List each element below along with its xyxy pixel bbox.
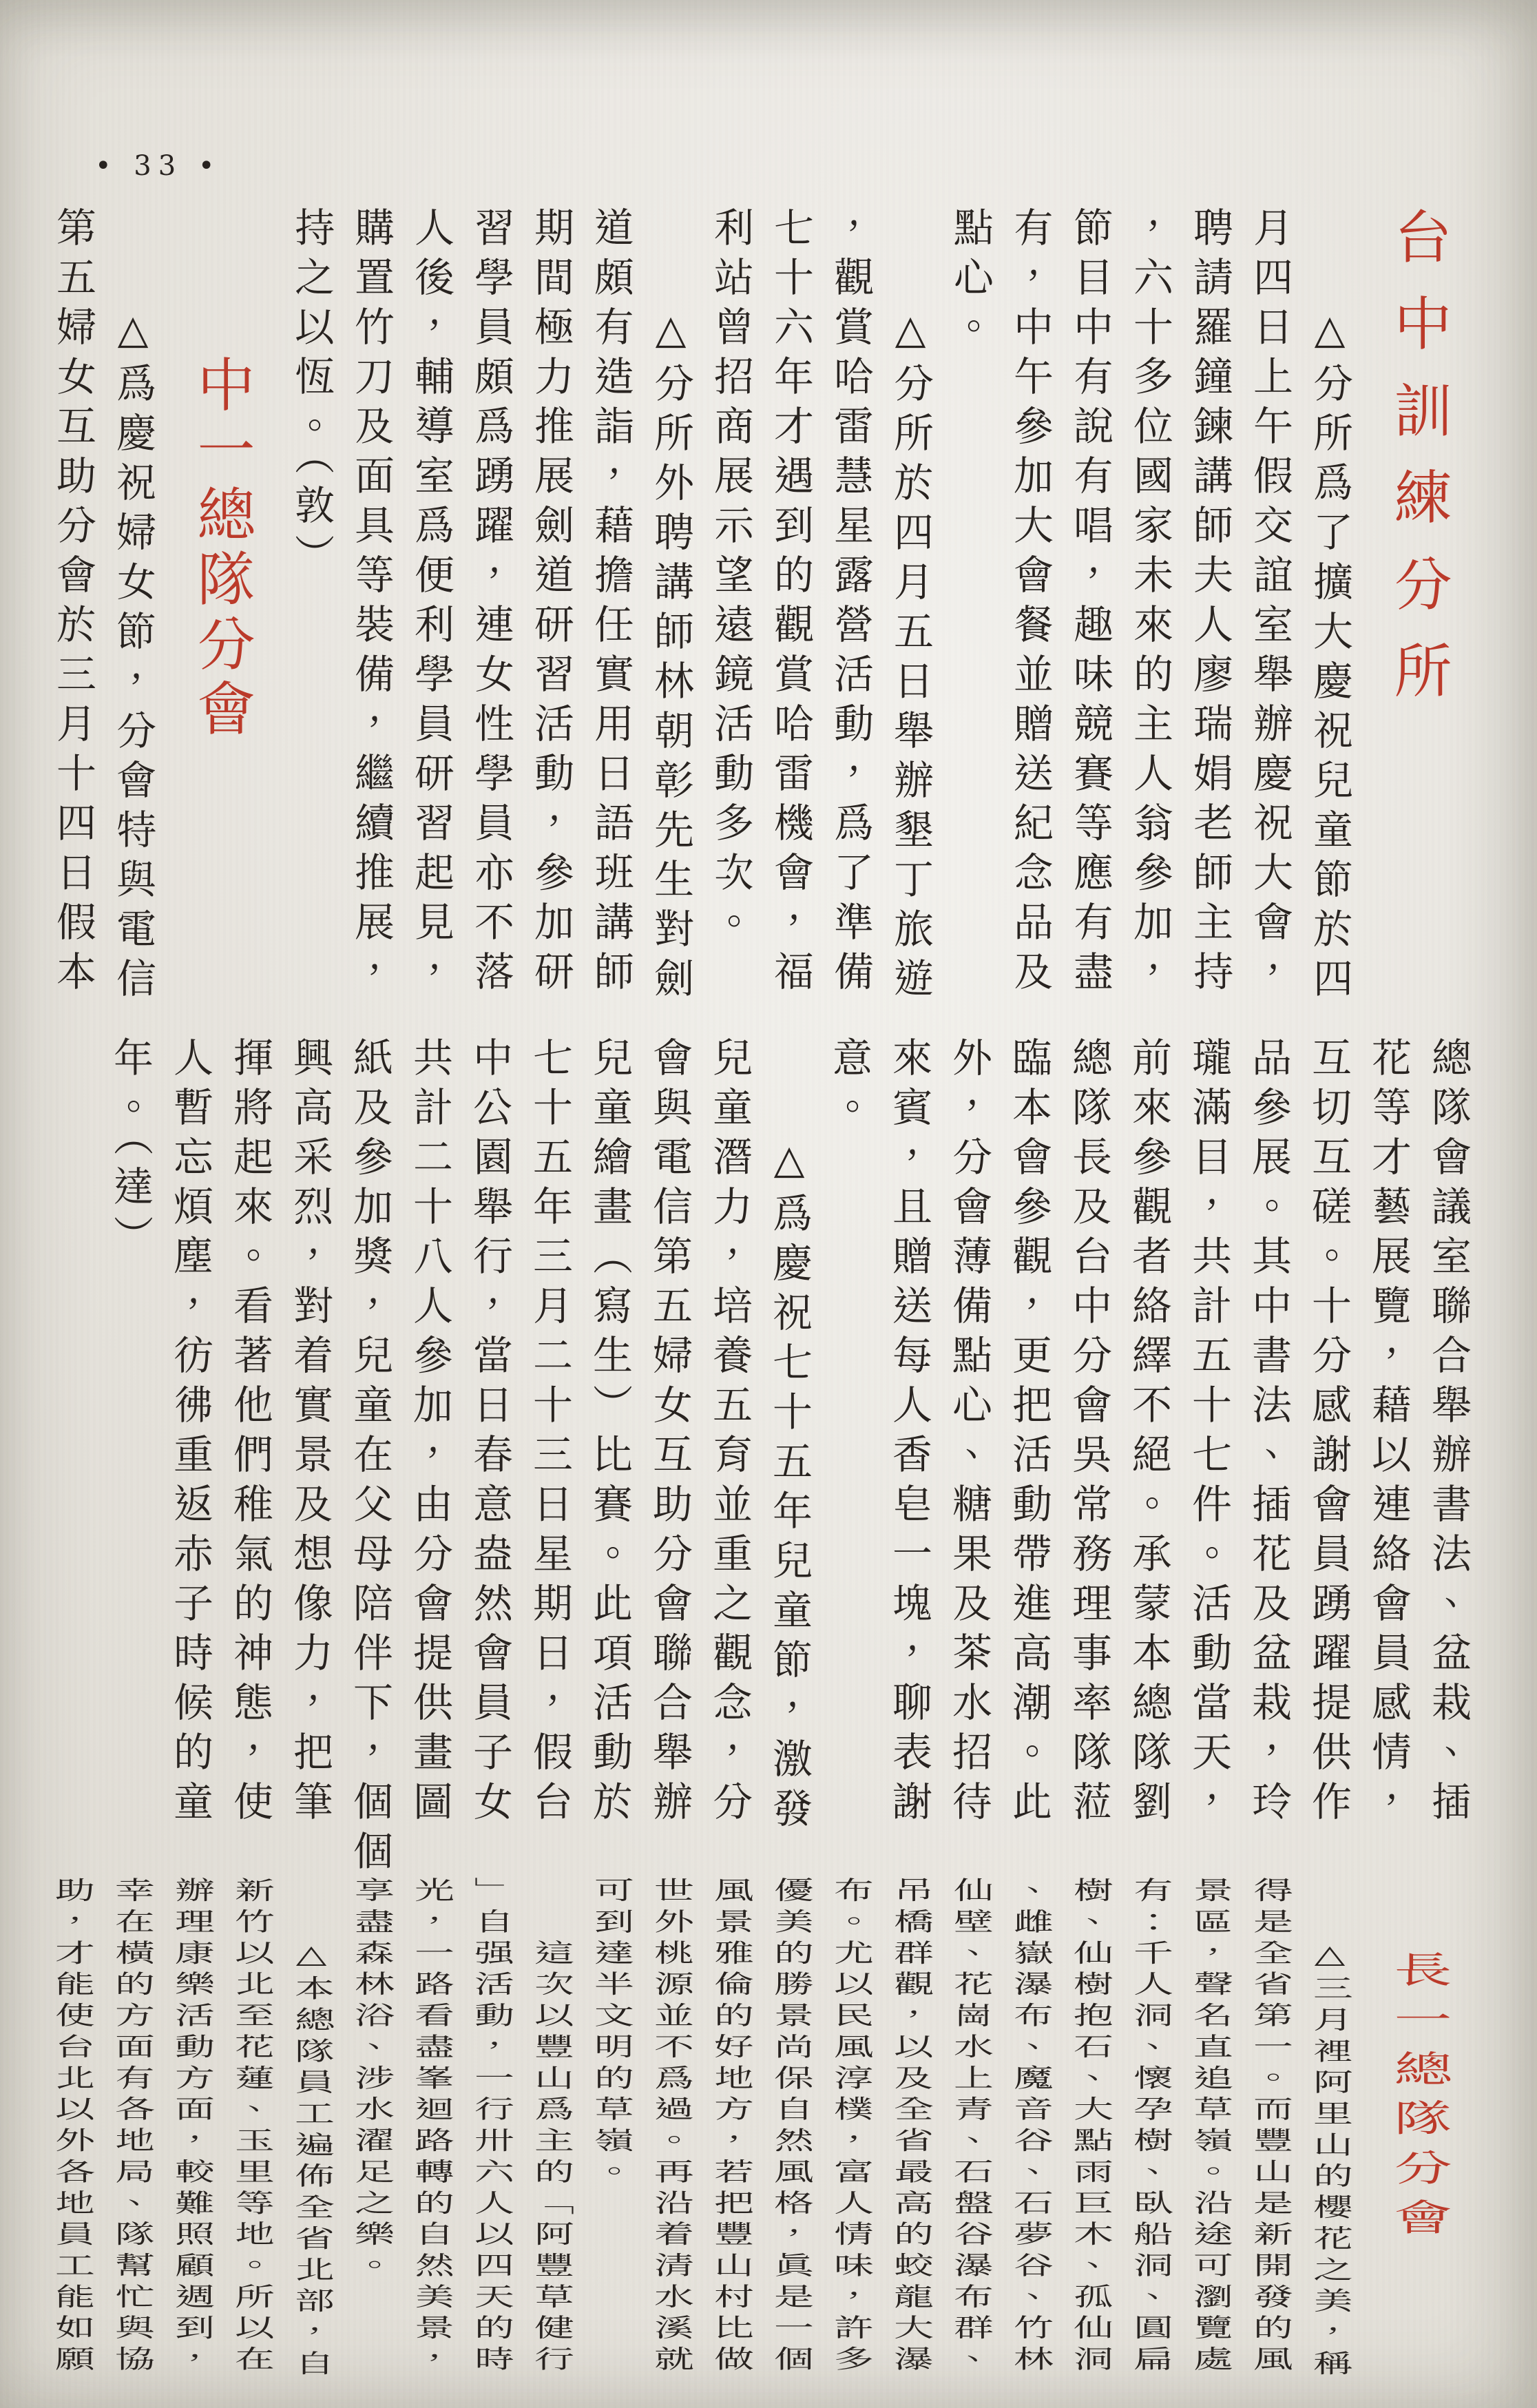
text-column: 世外桃源並不爲過。再沿着清水溪就 [647,1877,694,2377]
text-column: △分所於四月五日舉辦墾丁旅遊 [887,306,934,1007]
text-band-middle [100,1037,1478,1880]
text-column: 共計二十八人參加，由分會提供畫圖 [406,1037,453,1830]
text-column: 點心。 [947,207,994,355]
text-column: ，觀賞哈雷慧星露營活動，爲了準備 [827,207,874,1000]
text-column: 購置竹刀及面具等裝備，繼續推展， [348,207,395,1000]
section-heading: 長一總隊分會 [1385,1951,1452,2248]
text-column: 來賓，且贈送每人香皂一塊，聊表謝 [886,1037,932,1830]
text-column: 期間極力推展劍道研習活動，參加研 [527,207,574,1000]
text-column: 這次以豐山爲主的「阿豐草健行 [527,1939,574,2377]
text-column: 年。（達） [107,1037,154,1265]
text-column: 優美的勝景尚保自然風格，眞是一個 [767,1877,814,2377]
text-column: △三月裡阿里山的櫻花之美，稱 [1306,1939,1353,2382]
text-column: 幸在橫的方面有各地局、隊幫忙與協 [108,1877,155,2377]
text-column: 樹、仙樹抱石、大點雨巨木、孤仙洞 [1067,1877,1113,2377]
text-column: 有，中午參加大會餐並贈送紀念品及 [1007,207,1054,1000]
text-column: 臨本會參觀，更把活動帶進高潮。此 [1005,1037,1052,1830]
text-column: 吊橋群觀，以及全省最高的蛟龍大瀑 [887,1877,934,2377]
text-column: △爲慶祝婦女節，分會特與電信 [109,306,156,1007]
text-column: 得是全省第一。而豐山是新開發的風 [1246,1877,1293,2377]
text-column: 紙及參加獎，兒童在父母陪伴下，個個 [346,1037,393,1880]
text-column: 可到達半文明的草嶺。 [587,1877,634,2190]
text-band-bottom [41,1877,1478,2385]
text-column: 兒童潛力，培養五育並重之觀念，分 [706,1037,753,1830]
text-column: 會與電信第五婦女互助分會聯合舉辦 [646,1037,693,1830]
section-heading: 台中訓練分所 [1385,207,1452,727]
text-column: 助，才能使台北以外各地員工能如願 [48,1877,95,2377]
text-column: 利站曾招商展示望遠鏡活動多次。 [707,207,754,951]
text-column: 習學員頗爲踴躍，連女性學員亦不落 [468,207,514,1000]
text-column: 新竹以北至花蓮、玉里等地。所以在 [228,1877,275,2377]
text-column: 仙壁、花崗水上青、石盤谷瀑布群、 [947,1877,994,2377]
text-column: △本總隊員工遍佈全省北部，自 [288,1939,335,2382]
text-column: 總隊會議室聯合舉辦書法、盆栽、插 [1425,1037,1472,1830]
text-column: 兒童繪畫（寫生）比賽。此項活動於 [586,1037,633,1830]
text-column: 第五婦女互助分會於三月十四日假本 [50,207,96,1000]
text-column: 有：千人洞、懷孕樹、臥船洞、圓扁 [1127,1877,1173,2377]
text-column: 七十五年三月二十三日星期日，假台 [526,1037,573,1830]
text-column: 、雌嶽瀑布、魔音谷、石夢谷、竹林 [1007,1877,1054,2377]
text-column: 光，一路看盡峯迴路轉的自然美景， [408,1877,454,2377]
text-column: 前來參觀者絡繹不絕。承蒙本總隊劉 [1125,1037,1172,1830]
page-number: • 33 • [95,150,222,182]
text-column: 持之以恆。（敦） [288,207,335,583]
text-column: 瓏滿目，共計五十七件。活動當天， [1185,1037,1232,1830]
text-band-top [43,207,1478,1013]
text-column: 花等才藝展覽，藉以連絡會員感情， [1365,1037,1412,1830]
text-column: 人後，輔導室爲便利學員研習起見， [408,207,454,1000]
text-column: 」自强活動，一行卅六人以四天的時 [468,1877,514,2377]
text-column: 中公園舉行，當日春意盎然會員子女 [466,1037,513,1830]
text-column: 節目中有說有唱，趣味競賽等應有盡 [1067,207,1113,1000]
text-column: 風景雅倫的好地方，若把豐山村比做 [707,1877,754,2377]
text-column: 興高采烈，對着實景及想像力，把筆 [286,1037,333,1830]
text-column: 辦理康樂活動方面，較難照顧週到， [168,1877,215,2377]
text-column: 人暫忘煩塵，彷彿重返赤子時候的童 [167,1037,213,1830]
text-column: ，六十多位國家未來的主人翁參加， [1127,207,1173,1000]
text-column: 聘請羅鐘鍊講師夫人廖瑞娟老師主持 [1186,207,1233,1000]
text-column: 享盡森林浴、涉水濯足之樂。 [348,1877,395,2283]
section-heading: 中一總隊分會 [188,355,255,743]
text-column: 布。尤以民風淳樸，富人情味，許多 [827,1877,874,2377]
text-column: 外，分會薄備點心、糖果及茶水招待 [945,1037,992,1830]
text-column: 月四日上午假交誼室舉辦慶祝大會， [1246,207,1293,1000]
text-column: 意。 [826,1037,872,1136]
text-column: 揮將起來。看著他們稚氣的神態，使 [227,1037,273,1830]
text-column: 品參展。其中書法、插花及盆栽，玲 [1245,1037,1292,1830]
text-column: △分所外聘講師林朝彰先生對劍 [647,306,694,1007]
text-column: 景區，聲名直追草嶺。沿途可瀏覽處 [1186,1877,1233,2377]
text-column: △分所爲了擴大慶祝兒童節於四 [1306,306,1353,1007]
text-column: 七十六年才遇到的觀賞哈雷機會，福 [767,207,814,1000]
text-column: 總隊長及台中分會吳常務理事率隊蒞 [1065,1037,1112,1830]
text-column: 互切互磋。十分感謝會員踴躍提供作 [1305,1037,1352,1830]
text-column: 道頗有造詣，藉擔任實用日語班講師 [587,207,634,1000]
text-column: △爲慶祝七十五年兒童節，激發 [766,1136,813,1837]
